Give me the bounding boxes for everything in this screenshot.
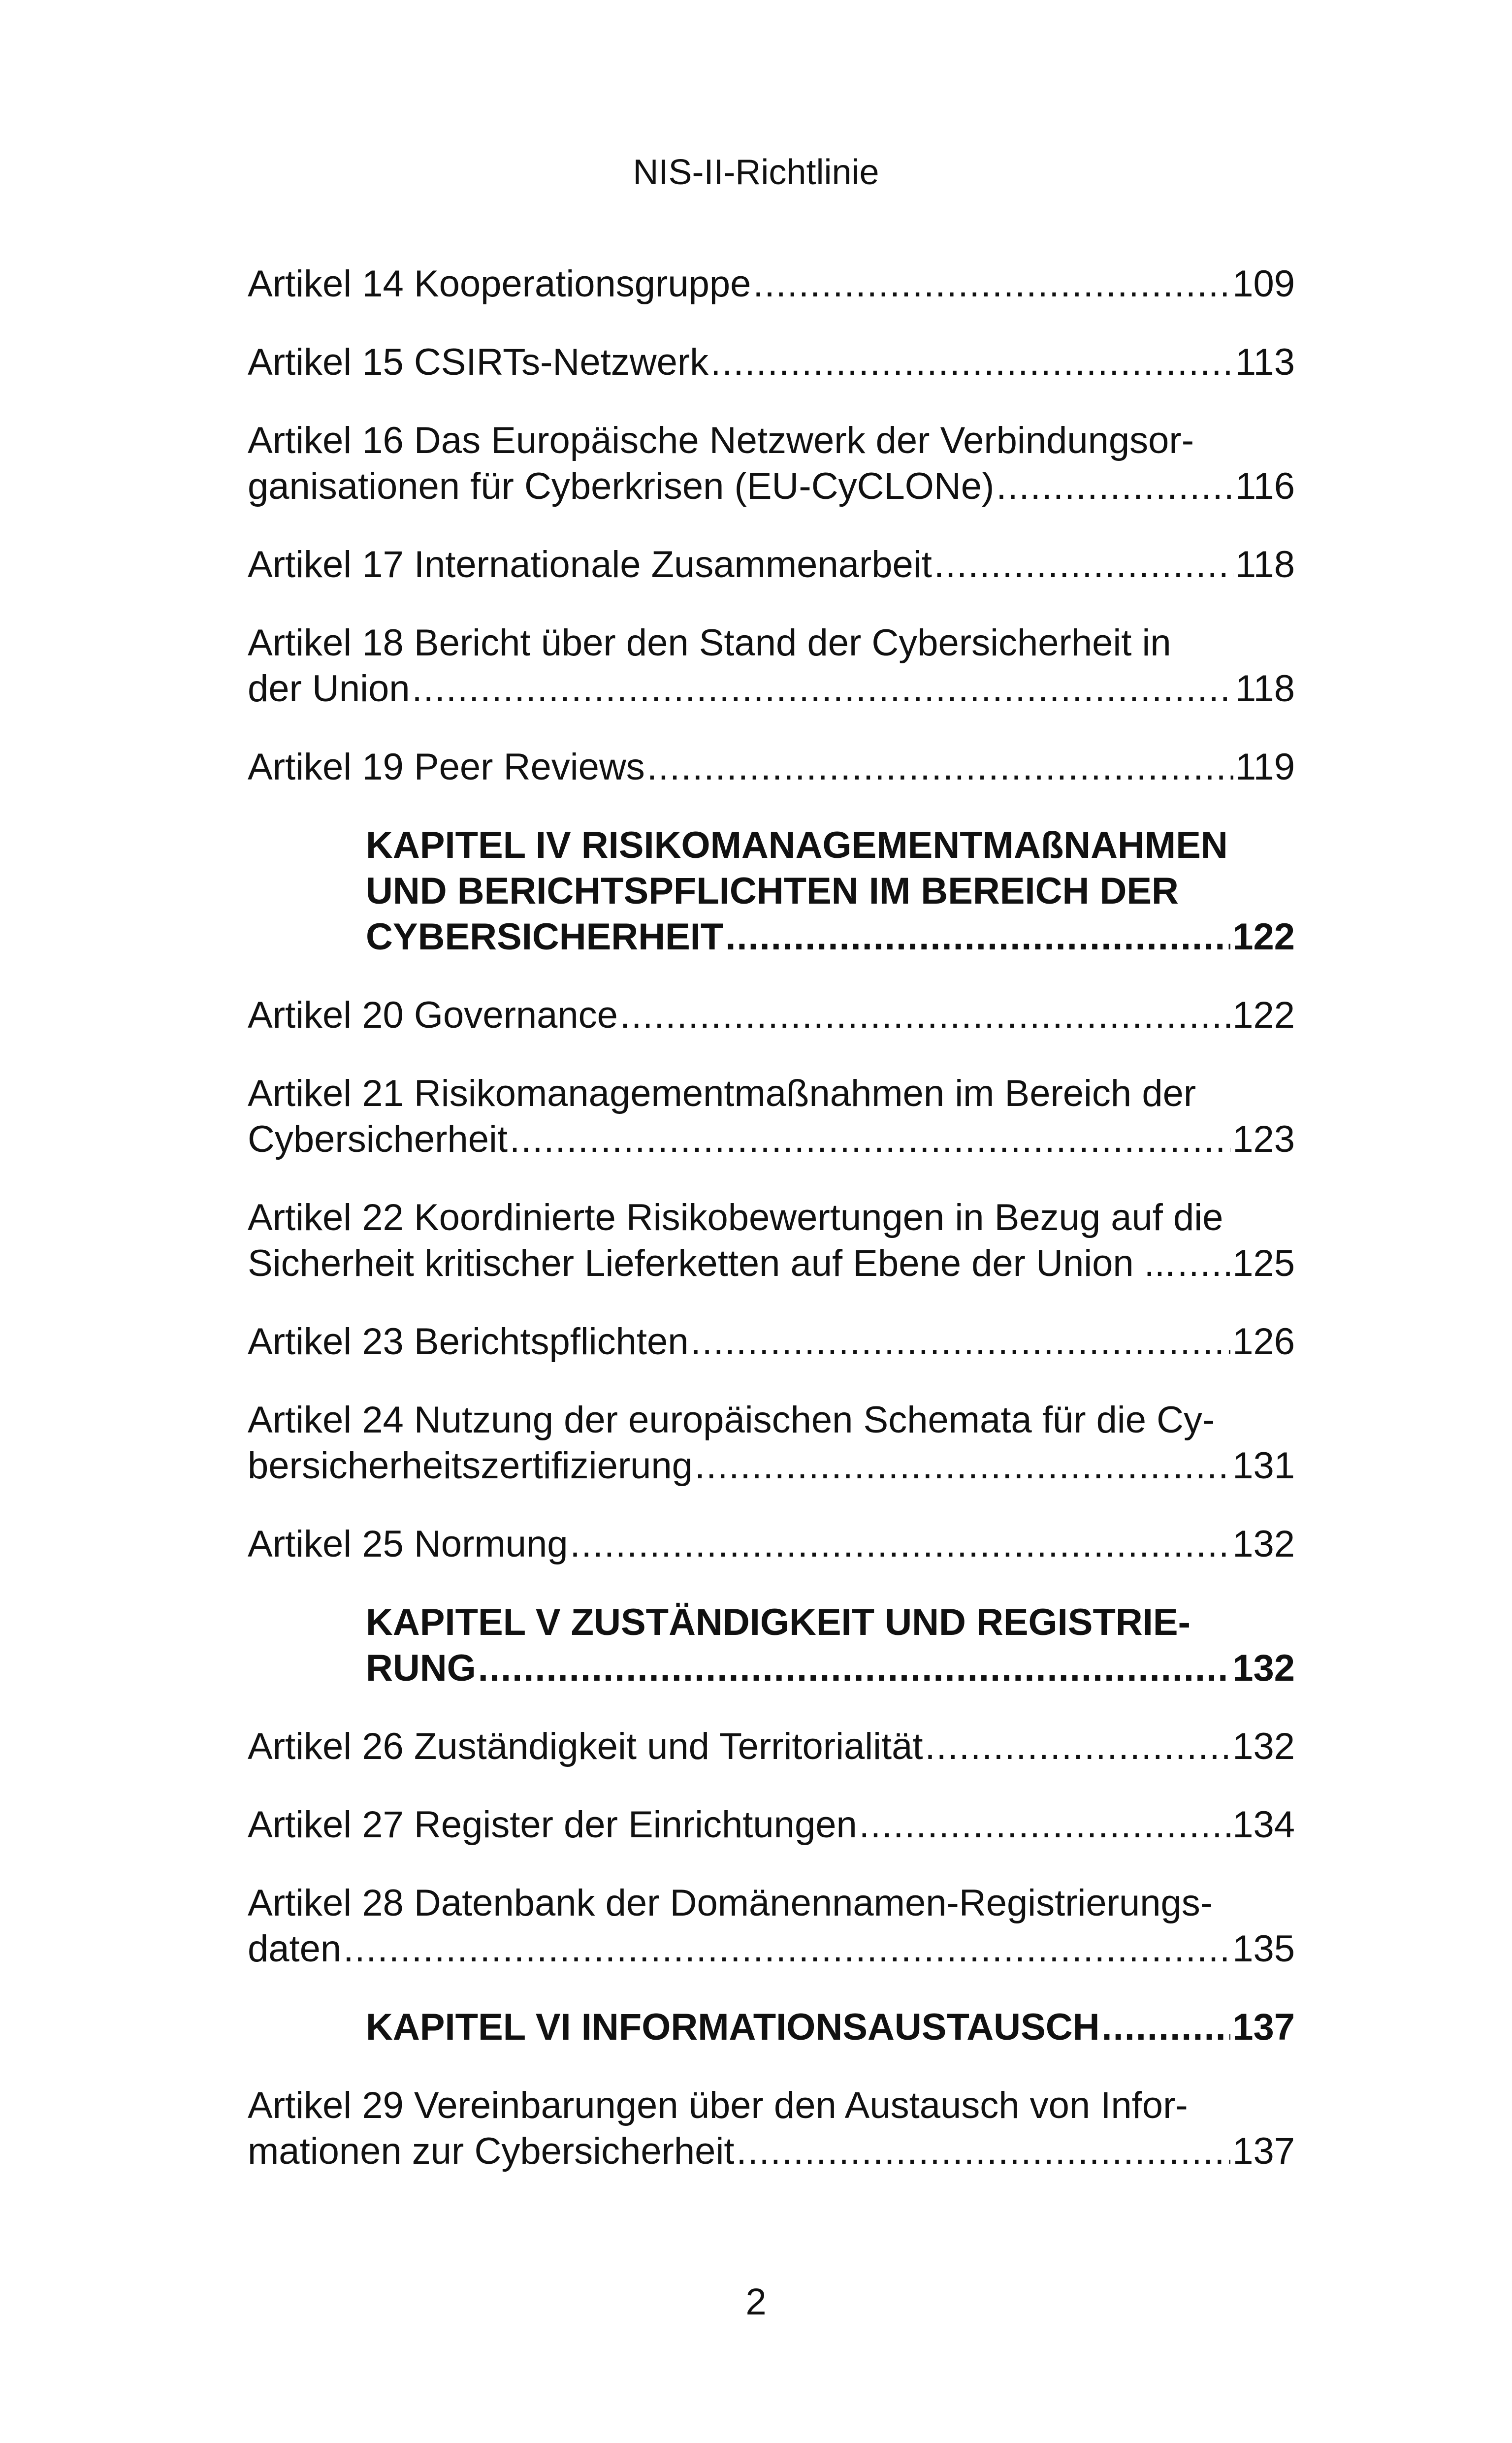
toc-chapter-page: 137 <box>1232 2006 1295 2048</box>
toc-entry-title: Artikel 27 Register der Einrichtungen <box>248 1804 857 1846</box>
toc-entry-page: 119 <box>1235 746 1295 788</box>
toc-chapter-page: 132 <box>1232 1647 1295 1689</box>
dot-leader <box>510 1116 1230 1162</box>
toc-entry-title: Artikel 26 Zuständigkeit und Territorialität <box>248 1726 923 1767</box>
toc-entry-title: Artikel 20 Governance <box>248 994 618 1036</box>
toc-chapter-kapitel-vi[interactable] <box>248 2004 1295 2050</box>
toc-entry-artikel-18[interactable] <box>248 620 1295 712</box>
toc-entry-title: Artikel 16 Das Europäische Netzwerk der Verbindungsor- <box>248 420 1194 461</box>
dot-leader <box>859 1802 1230 1848</box>
dot-leader <box>1101 2004 1230 2050</box>
toc-entry-title-continued: der Union <box>248 668 410 710</box>
toc-entry-title: Artikel 14 Kooperationsgruppe <box>248 263 751 305</box>
toc-chapter-title: KAPITEL VI INFORMATIONSAUSTAUSCH <box>366 2006 1100 2048</box>
toc-entry-title: Artikel 24 Nutzung der europäischen Schemata für die Cy- <box>248 1399 1215 1441</box>
toc-entry-title: Artikel 28 Datenbank der Domänennamen-Registrierungs- <box>248 1882 1213 1924</box>
toc-entry-title: Artikel 17 Internationale Zusammenarbeit <box>248 544 932 586</box>
dot-leader <box>695 1443 1230 1489</box>
toc-entry-artikel-19[interactable] <box>248 744 1295 790</box>
toc-entry-title: Artikel 18 Bericht über den Stand der Cybersicherheit in <box>248 622 1171 664</box>
toc-entry-artikel-17[interactable] <box>248 542 1295 587</box>
toc-chapter-title-continued: UND BERICHTSPFLICHTEN IM BEREICH DER <box>366 870 1179 912</box>
toc-entry-page: 126 <box>1232 1321 1295 1363</box>
toc-chapter-page: 122 <box>1232 916 1295 958</box>
toc-entry-title: Artikel 29 Vereinbarungen über den Austausch von Infor- <box>248 2085 1188 2126</box>
toc-entry-page: 125 <box>1232 1242 1295 1284</box>
table-of-contents <box>248 261 1295 2207</box>
toc-entry-page: 109 <box>1232 263 1295 305</box>
toc-entry-page: 123 <box>1232 1118 1295 1160</box>
dot-leader <box>620 992 1230 1038</box>
toc-entry-title: Artikel 25 Normung <box>248 1523 568 1565</box>
toc-chapter-title-continued: CYBERSICHERHEIT <box>366 916 724 958</box>
toc-entry-page: 122 <box>1232 994 1295 1036</box>
toc-entry-title-continued: Cybersicherheit <box>248 1118 508 1160</box>
toc-entry-title-continued: ganisationen für Cyberkrisen (EU-CyCLONe) <box>248 465 995 507</box>
dot-leader <box>736 2128 1230 2174</box>
dot-leader <box>412 666 1233 712</box>
toc-entry-title-continued: Sicherheit kritischer Lieferketten auf Ebene der Union ... <box>248 1242 1176 1284</box>
dot-leader <box>725 914 1230 960</box>
dot-leader <box>570 1521 1231 1567</box>
toc-chapter-title: KAPITEL V ZUSTÄNDIGKEIT UND REGISTRIE- <box>366 1601 1190 1643</box>
toc-entry-page: 132 <box>1232 1523 1295 1565</box>
toc-entry-page: 118 <box>1235 668 1295 710</box>
toc-entry-page: 134 <box>1232 1804 1295 1846</box>
toc-entry-title: Artikel 21 Risikomanagementmaßnahmen im Bereich der <box>248 1073 1196 1114</box>
toc-entry-artikel-28[interactable] <box>248 1880 1295 1972</box>
toc-chapter-kapitel-v[interactable] <box>248 1599 1295 1691</box>
dot-leader <box>753 261 1230 307</box>
page-number: 2 <box>745 2281 767 2323</box>
toc-chapter-kapitel-iv[interactable] <box>248 822 1295 960</box>
toc-entry-artikel-14[interactable] <box>248 261 1295 307</box>
toc-entry-page: 135 <box>1232 1928 1295 1970</box>
toc-entry-artikel-23[interactable] <box>248 1319 1295 1365</box>
dot-leader <box>934 542 1233 587</box>
toc-entry-title-continued: bersicherheitszertifizierung <box>248 1445 693 1487</box>
toc-chapter-title: KAPITEL IV RISIKOMANAGEMENTMAßNAHMEN <box>366 824 1228 866</box>
dot-leader <box>925 1724 1231 1769</box>
toc-entry-page: 113 <box>1235 341 1295 383</box>
toc-entry-title: Artikel 15 CSIRTs-Netzwerk <box>248 341 709 383</box>
toc-entry-artikel-21[interactable] <box>248 1071 1295 1162</box>
dot-leader <box>478 1645 1230 1691</box>
toc-entry-page: 132 <box>1232 1726 1295 1767</box>
dot-leader <box>647 744 1233 790</box>
toc-entry-artikel-27[interactable] <box>248 1802 1295 1848</box>
toc-entry-title: Artikel 22 Koordinierte Risikobewertungen in Bezug auf die <box>248 1197 1223 1238</box>
toc-entry-artikel-16[interactable] <box>248 418 1295 509</box>
dot-leader <box>343 1926 1230 1972</box>
toc-entry-title: Artikel 23 Berichtspflichten <box>248 1321 689 1363</box>
toc-entry-page: 137 <box>1232 2130 1295 2172</box>
toc-entry-title-continued: daten <box>248 1928 342 1970</box>
toc-entry-page: 116 <box>1235 465 1295 507</box>
dot-leader <box>710 339 1233 385</box>
toc-entry-artikel-20[interactable] <box>248 992 1295 1038</box>
dot-leader <box>691 1319 1231 1365</box>
toc-entry-artikel-25[interactable] <box>248 1521 1295 1567</box>
toc-entry-title: Artikel 19 Peer Reviews <box>248 746 645 788</box>
dot-leader <box>996 463 1233 509</box>
toc-chapter-title-continued: RUNG <box>366 1647 476 1689</box>
toc-entry-artikel-29[interactable] <box>248 2083 1295 2174</box>
toc-entry-artikel-24[interactable] <box>248 1397 1295 1489</box>
running-head: NIS-II-Richtlinie <box>633 153 879 192</box>
dot-leader <box>1177 1240 1230 1286</box>
toc-entry-title-continued: mationen zur Cybersicherheit <box>248 2130 735 2172</box>
toc-entry-artikel-26[interactable] <box>248 1724 1295 1769</box>
toc-entry-artikel-22[interactable] <box>248 1195 1295 1286</box>
toc-entry-page: 118 <box>1235 544 1295 586</box>
toc-entry-artikel-15[interactable] <box>248 339 1295 385</box>
toc-entry-page: 131 <box>1232 1445 1295 1487</box>
